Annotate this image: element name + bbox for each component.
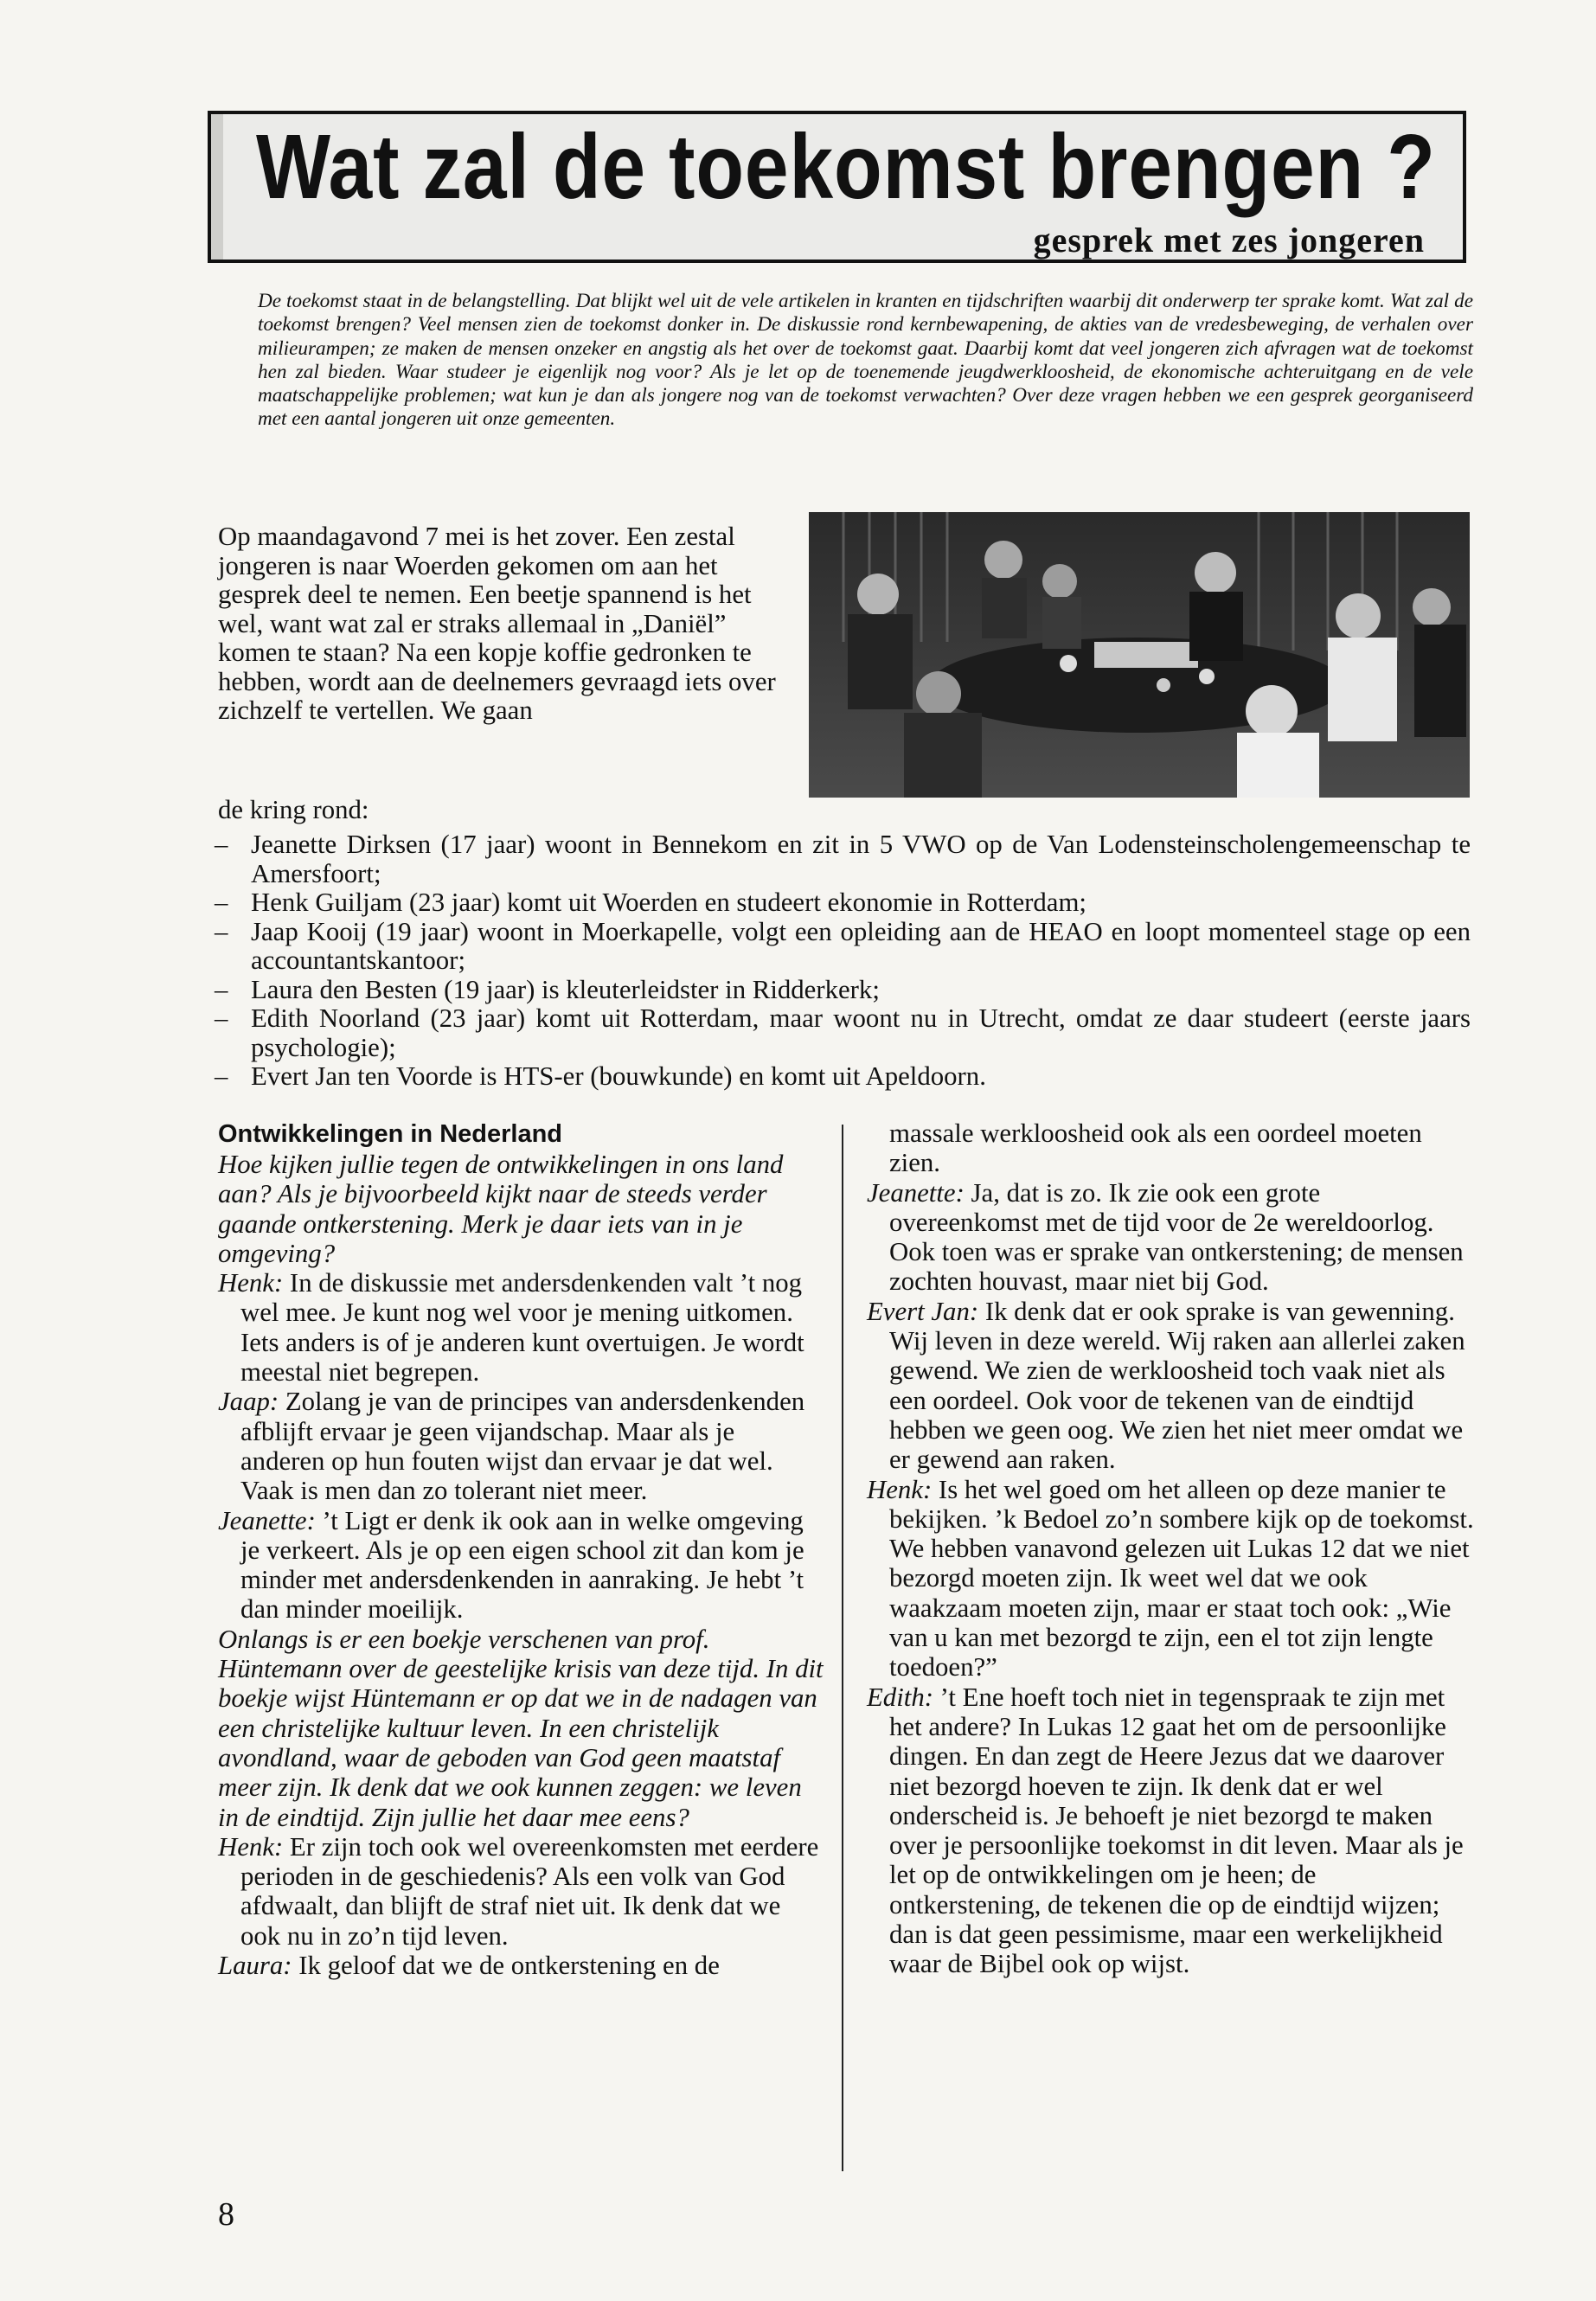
opening-text: Op maandagavond 7 mei is het zover. Een zestal jongeren is naar Woerden gekomen om aan het gesprek deel te nemen. Een beetje spannend is het wel, want wat zal er straks allemaal in „Daniël” komen te staan? Na een kopje koffie gedronken te hebben, wordt aan de deelnemers gevraagd iets over zichzelf te vertellen. We gaan <box>218 522 776 725</box>
participant-jaap: – Jaap Kooij (19 jaar) woont in Moerkapelle, volgt een opleiding aan de HEAO en loopt momenteel stage op een accountantskantoor; <box>215 918 1471 976</box>
column-divider <box>842 1125 843 2171</box>
kring-text: de kring rond: <box>218 795 369 824</box>
statement-text: Ja, dat is zo. Ik zie ook een grote overeenkomst met de tijd voor de 2e wereldoorlog. Ook toen was er sprake van ontkerstening; de mensen zochten houvast, maar niet bij God. <box>889 1177 1464 1297</box>
intro-paragraph: De toekomst staat in de belangstelling. Dat blijkt wel uit de vele artikelen in kranten en tijdschriften waarbij dit onderwerp ter sprake komt. Wat zal de toekomst brengen? Veel mensen zien de toekomst donker in. De diskussie rond kernbewapening, de akties van de vredesbeweging, de verhalen over milieurampen; ze maken de mensen onzeker en angstig als het over de toekomst gaat. Daarbij komt dat veel jongeren zich afvragen wat de toekomst hen zal bieden. Waar studeer je eigenlijk nog voor? Als je let op de toenemende jeugdwerkloosheid, de ekonomische achteruitgang en de vele maatschappelijke problemen; wat kun je dan als jongere nog van de toekomst verwachten? Over deze vragen hebben we een gesprek georganiseerd met een aantal jongeren uit onze gemeenten. <box>258 290 1473 431</box>
statement-edith-1 <box>867 1682 1474 1979</box>
statement-text: Zolang je van de principes van andersdenkenden afblijft ervaar je geen vijandschap. Maar als je anderen op hun fouten wijst dan ervaar je dat wel. Vaak is men dan zo tolerant niet meer. <box>240 1387 805 1506</box>
statement-henk-2 <box>218 1832 824 1951</box>
meeting-photo <box>809 512 1470 798</box>
question-1: Hoe kijken jullie tegen de ontwikkelingen in ons land aan? Als je bijvoorbeeld kijkt naar de steeds verder gaande ontkerstening. Merk je daar iets van in je omgeving? <box>218 1150 784 1268</box>
right-column <box>867 1118 1474 1979</box>
speaker-label: Jeanette: <box>218 1505 316 1535</box>
statement-jeanette-2 <box>867 1178 1474 1297</box>
page-subtitle: gesprek met zes jongeren <box>1033 221 1425 260</box>
title-banner-edge <box>211 114 223 260</box>
statement-laura-1-continued: massale werkloosheid ook als een oordeel moeten zien. <box>889 1118 1422 1178</box>
participant-evert-jan: – Evert Jan ten Voorde is HTS-er (bouwkunde) en komt uit Apeldoorn. <box>215 1062 1471 1092</box>
speaker-label: Edith: <box>867 1682 933 1712</box>
opening-paragraph <box>218 522 789 726</box>
speaker-label: Laura: <box>218 1951 292 1981</box>
title-banner <box>208 111 1466 263</box>
speaker-label: Henk: <box>218 1831 284 1862</box>
statement-evert-jan-1 <box>867 1297 1474 1475</box>
statement-text: In de diskussie met andersdenkenden valt ’t nog wel mee. Je kunt nog wel voor je mening uitkomen. Iets anders is of je anderen kunt overtuigen. Je wordt meestal niet begrepen. <box>240 1268 804 1388</box>
statement-text: Er zijn toch ook wel overeenkomsten met eerdere perioden in de geschiedenis? Als een volk van God afdwaalt, dan blijft de straf niet uit. Ik denk dat we ook nu in zo’n tijd leven. <box>240 1831 819 1951</box>
page-title: Wat zal de toekomst brengen ? <box>256 116 1436 218</box>
participants-list <box>215 830 1471 1092</box>
statement-text: Is het wel goed om het alleen op deze manier te bekijken. ’k Bedoel zo’n sombere kijk op de toekomst. We hebben vanavond gelezen uit Lukas 12 dat we niet bezorgd moeten zijn. Ik weet wel dat we ook waakzaam moeten zijn, maar er staat toch ook: „Wie van u kan met bezorgd te zijn, een el tot zijn lengte toedoen?” <box>889 1474 1474 1682</box>
speaker-label: Henk: <box>867 1474 933 1504</box>
speaker-label: Jaap: <box>218 1387 279 1417</box>
statement-henk-3 <box>867 1475 1474 1682</box>
participant-laura: – Laura den Besten (19 jaar) is kleuterleidster in Ridderkerk; <box>215 976 1471 1005</box>
statement-henk-1 <box>218 1268 824 1387</box>
page-number: 8 <box>218 2196 234 2233</box>
statement-text: ’t Ligt er denk ik ook aan in welke omgeving je verkeert. Als je op een eigen school zit dan kom je minder met andersdenkenden in aanraking. Je hebt ’t dan minder moeilijk. <box>240 1505 804 1625</box>
participant-edith: – Edith Noorland (23 jaar) komt uit Rotterdam, maar woont nu in Utrecht, omdat ze daar studeert (eerste jaars psychologie); <box>215 1004 1471 1062</box>
section-heading: Ontwikkelingen in Nederland <box>218 1120 563 1148</box>
statement-jaap-1 <box>218 1387 824 1505</box>
participant-jeanette: – Jeanette Dirksen (17 jaar) woont in Bennekom en zit in 5 VWO op de Van Lodensteinscholengemeenschap te Amersfoort; <box>215 830 1471 888</box>
statement-jeanette-1 <box>218 1506 824 1625</box>
speaker-label: Evert Jan: <box>867 1296 979 1326</box>
meeting-photo-illustration <box>809 512 1470 798</box>
statement-text: Ik geloof dat we de ontkerstening en de <box>292 1951 720 1981</box>
speaker-label: Henk: <box>218 1268 284 1298</box>
speaker-label: Jeanette: <box>867 1177 965 1208</box>
statement-laura-1 <box>218 1951 824 1980</box>
question-2: Onlangs is er een boekje verschenen van prof. Hüntemann over de geestelijke krisis van deze tijd. In dit boekje wijst Hüntemann er op dat we in de nadagen van een christelijke kultuur leven. In een christelijk avondland, waar de geboden van God geen maatstaf meer zijn. Ik denk dat we ook kunnen zeggen: we leven in de eindtijd. Zijn jullie het daar mee eens? <box>218 1624 824 1832</box>
left-column <box>218 1118 824 1980</box>
statement-text: ’t Ene hoeft toch niet in tegenspraak te zijn met het andere? In Lukas 12 gaat het om de persoonlijke dingen. En dan zegt de Heere Jezus dat we daarover niet bezorgd hoeven te zijn. Ik denk dat er wel onderscheid is. Je behoeft je niet bezorgd te maken over je persoonlijke toekomst in dit leven. Maar als je let op de ontwikkelingen om je heen; de ontkerstening, de tekenen die op de eindtijd wijzen; dan is dat geen pessimisme, maar een werkelijkheid waar de Bijbel ook op wijst. <box>889 1682 1464 1979</box>
statement-text: Ik denk dat er ook sprake is van gewenning. Wij leven in deze wereld. Wij raken aan allerlei zaken gewend. We zien de werkloosheid toch vaak niet als een oordeel. Ook voor de tekenen van de eindtijd hebben we geen oog. We zien het niet meer omdat we er gewend aan raken. <box>889 1296 1465 1475</box>
participant-henk: – Henk Guiljam (23 jaar) komt uit Woerden en studeert ekonomie in Rotterdam; <box>215 888 1471 918</box>
